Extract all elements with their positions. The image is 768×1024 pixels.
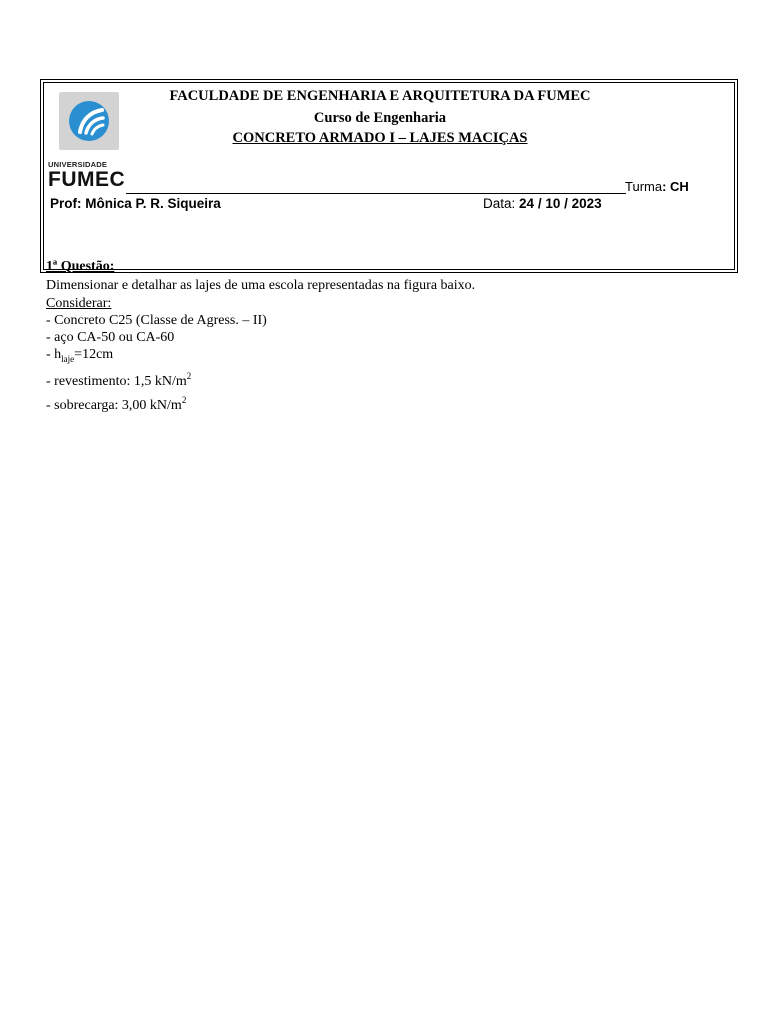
coating-exponent: 2 xyxy=(186,371,192,381)
thickness-prefix: - h xyxy=(46,347,62,362)
overload-text: - sobrecarga: 3,00 kN/m xyxy=(46,398,182,413)
institution-title: FACULDADE DE ENGENHARIA E ARQUITETURA DA FUMEC xyxy=(169,88,591,104)
date-value: 24 / 10 / 2023 xyxy=(519,196,602,211)
consider-item-thickness xyxy=(46,347,113,364)
consider-label: Considerar: xyxy=(46,296,112,311)
overload-exponent: 2 xyxy=(181,395,187,405)
consider-item-concrete: - Concreto C25 (Classe de Agress. – II) xyxy=(46,313,267,328)
date-label: Data: xyxy=(483,196,516,211)
course-title: Curso de Engenharia xyxy=(313,110,447,126)
date-field xyxy=(483,196,602,211)
university-logo xyxy=(47,88,127,192)
thickness-value: =12cm xyxy=(74,347,114,362)
turma-label: Turma xyxy=(625,179,663,194)
underline-rule xyxy=(126,193,626,194)
turma-value: : CH xyxy=(662,179,689,194)
subject-title: CONCRETO ARMADO I – LAJES MACIÇAS xyxy=(232,130,528,146)
professor-name: Prof: Mônica P. R. Siqueira xyxy=(50,196,221,211)
logo-wordmark-top: UNIVERSIDADE xyxy=(48,160,108,169)
consider-item-steel: - aço CA-50 ou CA-60 xyxy=(46,330,175,345)
question-statement: Dimensionar e detalhar as lajes de uma escola representadas na figura baixo. xyxy=(46,278,476,293)
question-title: 1ª Questão: xyxy=(46,259,115,274)
turma-field xyxy=(625,179,689,194)
consider-item-overload xyxy=(46,395,186,414)
thickness-subscript: laje xyxy=(61,354,75,364)
fumec-circle-logo-icon xyxy=(59,92,119,150)
logo-wordmark-main: FUMEC xyxy=(48,168,126,191)
coating-text: - revestimento: 1,5 kN/m xyxy=(46,374,187,389)
consider-item-coating xyxy=(46,371,191,390)
